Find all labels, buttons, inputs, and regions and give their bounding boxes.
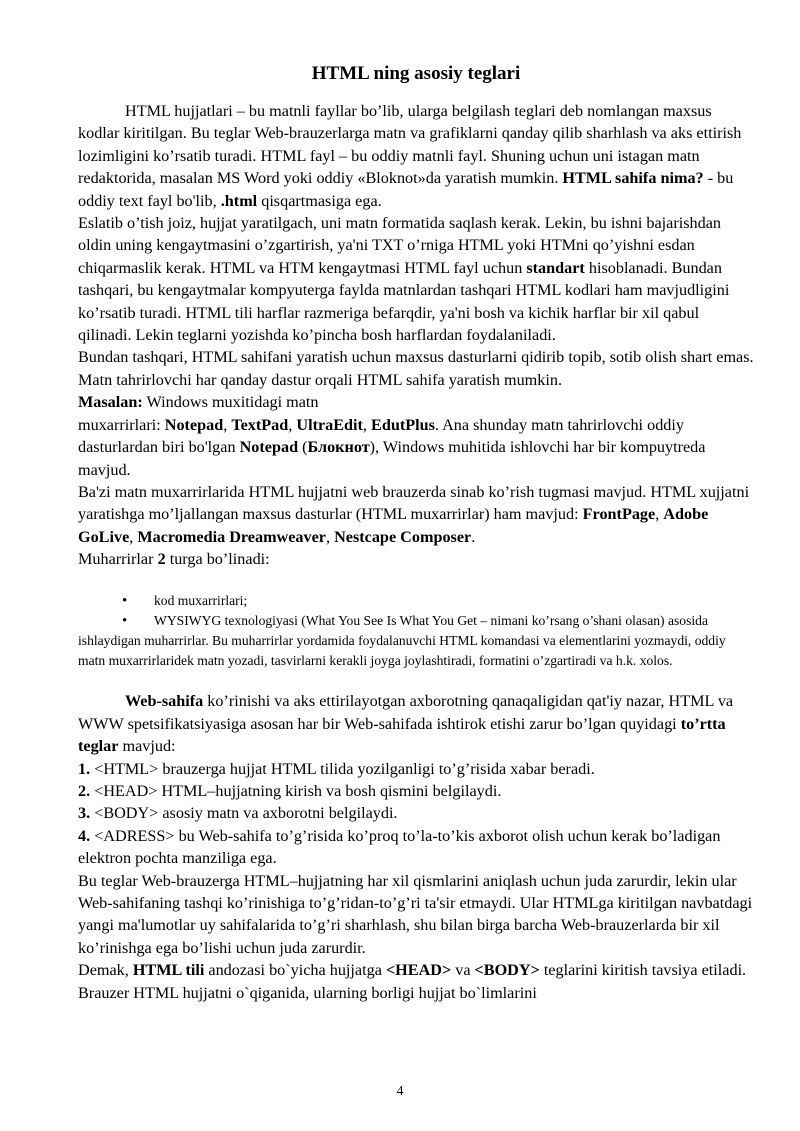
bold-text: HTML tili bbox=[132, 961, 205, 980]
tag-item bbox=[78, 758, 754, 780]
text: . Ana shunday matn tahrirlovchi oddiy dasturlardan biri bo'lgan bbox=[78, 415, 684, 457]
text: Eslatib o’tish joiz, hujjat yaratilgach, uni matn formatida saqlash kerak. Lekin, bu ishni bajarishdan oldin uning kengaytmasini o’zgartirish, ya'ni TXT o’rniga HTML yoki HTMni qo’yishni esdan chiqarmaslik kerak. HTML va HTM kengaytmasi HTML fayl uchun bbox=[78, 214, 721, 277]
text: , bbox=[129, 527, 138, 546]
text: ), Windows muhitida ishlovchi har bir kompuytreda mavjud. bbox=[78, 438, 706, 479]
paragraph-example bbox=[78, 391, 754, 481]
bold-text: Блокнот bbox=[307, 438, 370, 457]
text: ( bbox=[298, 438, 308, 457]
tag-number: 2. bbox=[78, 781, 91, 800]
bold-text: Web-sahifa bbox=[125, 692, 204, 711]
text: qisqartmasiga ega. bbox=[257, 191, 382, 210]
text: HTML hujjatlari – bu matnli fayllar bo’lib, ularga belgilash teglari deb nomlangan maxsus kodlar kiritilgan. Bu teglar Web-brauzerlarga matn va grafiklarni qanday qilib sharhlash va aks ettirish lozimligini ko’rsatib turadi. HTML fayl – bu oddiy matnli fayl. Shuning uchun uni istagan matn redaktorida, masalan MS Word yoki oddiy «Bloknot»da yaratish mumkin. bbox=[78, 102, 742, 188]
page-title: HTML ning asosiy teglari bbox=[311, 63, 521, 84]
bold-text: Adobe GoLive bbox=[78, 505, 709, 546]
tag-number: 1. bbox=[78, 759, 91, 778]
text: va bbox=[451, 961, 475, 980]
text: teglarini kiritish tavsiya etiladi. Brauzer HTML hujjatni o`qiganida, ularning borligi hujjat bo`limlarini bbox=[78, 961, 747, 1002]
text: , bbox=[655, 505, 664, 524]
bold-text: Notepad bbox=[164, 415, 224, 434]
text: turga bo’linadi: bbox=[165, 550, 270, 569]
text: andozasi bo`yicha hujjatga bbox=[204, 961, 386, 980]
tag-number: 4. bbox=[78, 826, 91, 845]
bold-text: Masalan: bbox=[78, 393, 143, 412]
bold-text: standart bbox=[526, 258, 585, 277]
bold-text: <HEAD> bbox=[385, 961, 452, 980]
bold-text: <BODY> bbox=[474, 961, 540, 980]
bold-text: UltraEdit bbox=[296, 415, 363, 434]
list-item: • kod muxarrirlari; bbox=[78, 591, 754, 611]
bold-text: Notepad bbox=[239, 438, 299, 457]
bold-text: Nestcape Composer bbox=[334, 527, 472, 546]
list-item bbox=[78, 611, 754, 672]
bold-text: TextPad bbox=[231, 415, 289, 434]
bullet-icon: • bbox=[122, 612, 128, 629]
text: - bu oddiy text fayl bo'lib, bbox=[78, 169, 734, 210]
bold-text: 2 bbox=[157, 550, 166, 569]
text: Muharrirlar bbox=[78, 550, 158, 569]
text: , bbox=[288, 415, 297, 434]
tag-item bbox=[78, 825, 754, 870]
text: . bbox=[471, 527, 476, 546]
list-item-text: WYSIWYG texnologiyasi (What You See Is What You Get – nimani ko’rsang o’shani olasan) asosida ishlaydigan muharrirlar. Bu muharrirlar yordamida foydalanuvchi HTML komandasi va elementlarini yozmaydi, oddiy matn muxarrirlaridek matn yozadi, tasvirlarni kerakli joyga joylashtiradi, formatini o’zgartiradi va h.k. xolos. bbox=[78, 612, 726, 669]
bold-text: EdutPlus bbox=[371, 415, 435, 434]
paragraph-tags-purpose: Bu teglar Web-brauzerga HTML–hujjatning har xil qismlarini aniqlash uchun juda zarurdir, lekin ular Web-sahifaning tashqi ko’rinishiga to’g’ridan-to’g’ri ta'sir etmaydi. Ular HTMLga kiritilgan navbatdagi yangi ma'lumotlar uy sahifalarida to’g’ri sharhlash, shu bilan birga barcha Web-brauzerlarda bir xil ko’rinishga ega bo’lishi uchun juda zarurdir. bbox=[78, 871, 753, 957]
tag-text: <HEAD> HTML–hujjatning kirish va bosh qismini belgilaydi. bbox=[90, 781, 502, 800]
paragraph-web-page bbox=[78, 690, 754, 757]
text: , bbox=[223, 415, 232, 434]
text: muxarrirlari: bbox=[78, 415, 165, 434]
bold-text: to’rtta teglar bbox=[78, 714, 726, 756]
bold-text: Macromedia Dreamweaver bbox=[137, 527, 326, 546]
tag-text: <BODY> asosiy matn va axborotni belgilaydi. bbox=[90, 804, 398, 823]
text: Windows muxitidagi matn bbox=[142, 393, 319, 412]
text: mavjud: bbox=[118, 737, 176, 756]
page-number: 4 bbox=[396, 1084, 404, 1099]
text: hisoblanadi. Bundan tashqari, bu kengaytmalar kompyuterga faylda matnlardan tashqari HTML kodlari ham mavjudligini ko’rsatib turadi. HTML tili harflar razmeriga befarqdir, ya'ni bosh va kichik harflar bir xil qabul qilinadi. Lekin teglarni yozishda ko’pincha bosh harflardan foydalaniladi. bbox=[78, 258, 730, 345]
tag-item bbox=[78, 780, 754, 802]
paragraph-intro bbox=[78, 100, 754, 212]
tag-text: <ADRESS> bu Web-sahifa to’g’risida ko’proq to’la-to’kis axborot olish uchun kerak bo’ladigan elektron pochta manziliga ega. bbox=[78, 826, 721, 868]
bold-text: HTML sahifa nima? bbox=[562, 169, 704, 188]
text: Demak, bbox=[78, 961, 133, 980]
bold-text: FrontPage bbox=[582, 505, 656, 524]
text: Ba'zi matn muxarrirlarida HTML hujjatni web brauzerda sinab ko’rish tugmasi mavjud. HTML xujjatni yaratishga mo’ljallangan maxsus dasturlar (HTML muxarrirlar) ham mavjud: bbox=[78, 482, 750, 524]
text: , bbox=[362, 415, 372, 434]
editor-types-list bbox=[78, 591, 754, 672]
paragraph-conclusion bbox=[78, 959, 754, 1004]
bold-text: .html bbox=[220, 191, 258, 210]
tag-text: <HTML> brauzerga hujjat HTML tilida yozilganligi to’g’risida xabar beradi. bbox=[90, 759, 595, 778]
paragraph-editors bbox=[78, 481, 754, 548]
paragraph-software: Bundan tashqari, HTML sahifani yaratish uchun maxsus dasturlarni qidirib topib, sotib olish shart emas. Matn tahrirlovchi har qanday dastur orqali HTML sahifa yaratish mumkin. bbox=[78, 348, 754, 389]
tag-item bbox=[78, 802, 754, 824]
tag-number: 3. bbox=[78, 804, 91, 823]
paragraph-editor-types bbox=[78, 548, 754, 570]
text: ko’rinishi va aks ettirilayotgan axborotning qanaqaligidan qat'iy nazar, HTML va WWW spetsifikatsiyasiga asosan har bir Web-sahifada ishtirok etishi zarur bo’lgan quyidagi bbox=[78, 692, 734, 733]
text: , bbox=[326, 527, 335, 546]
paragraph-extension bbox=[78, 212, 754, 346]
